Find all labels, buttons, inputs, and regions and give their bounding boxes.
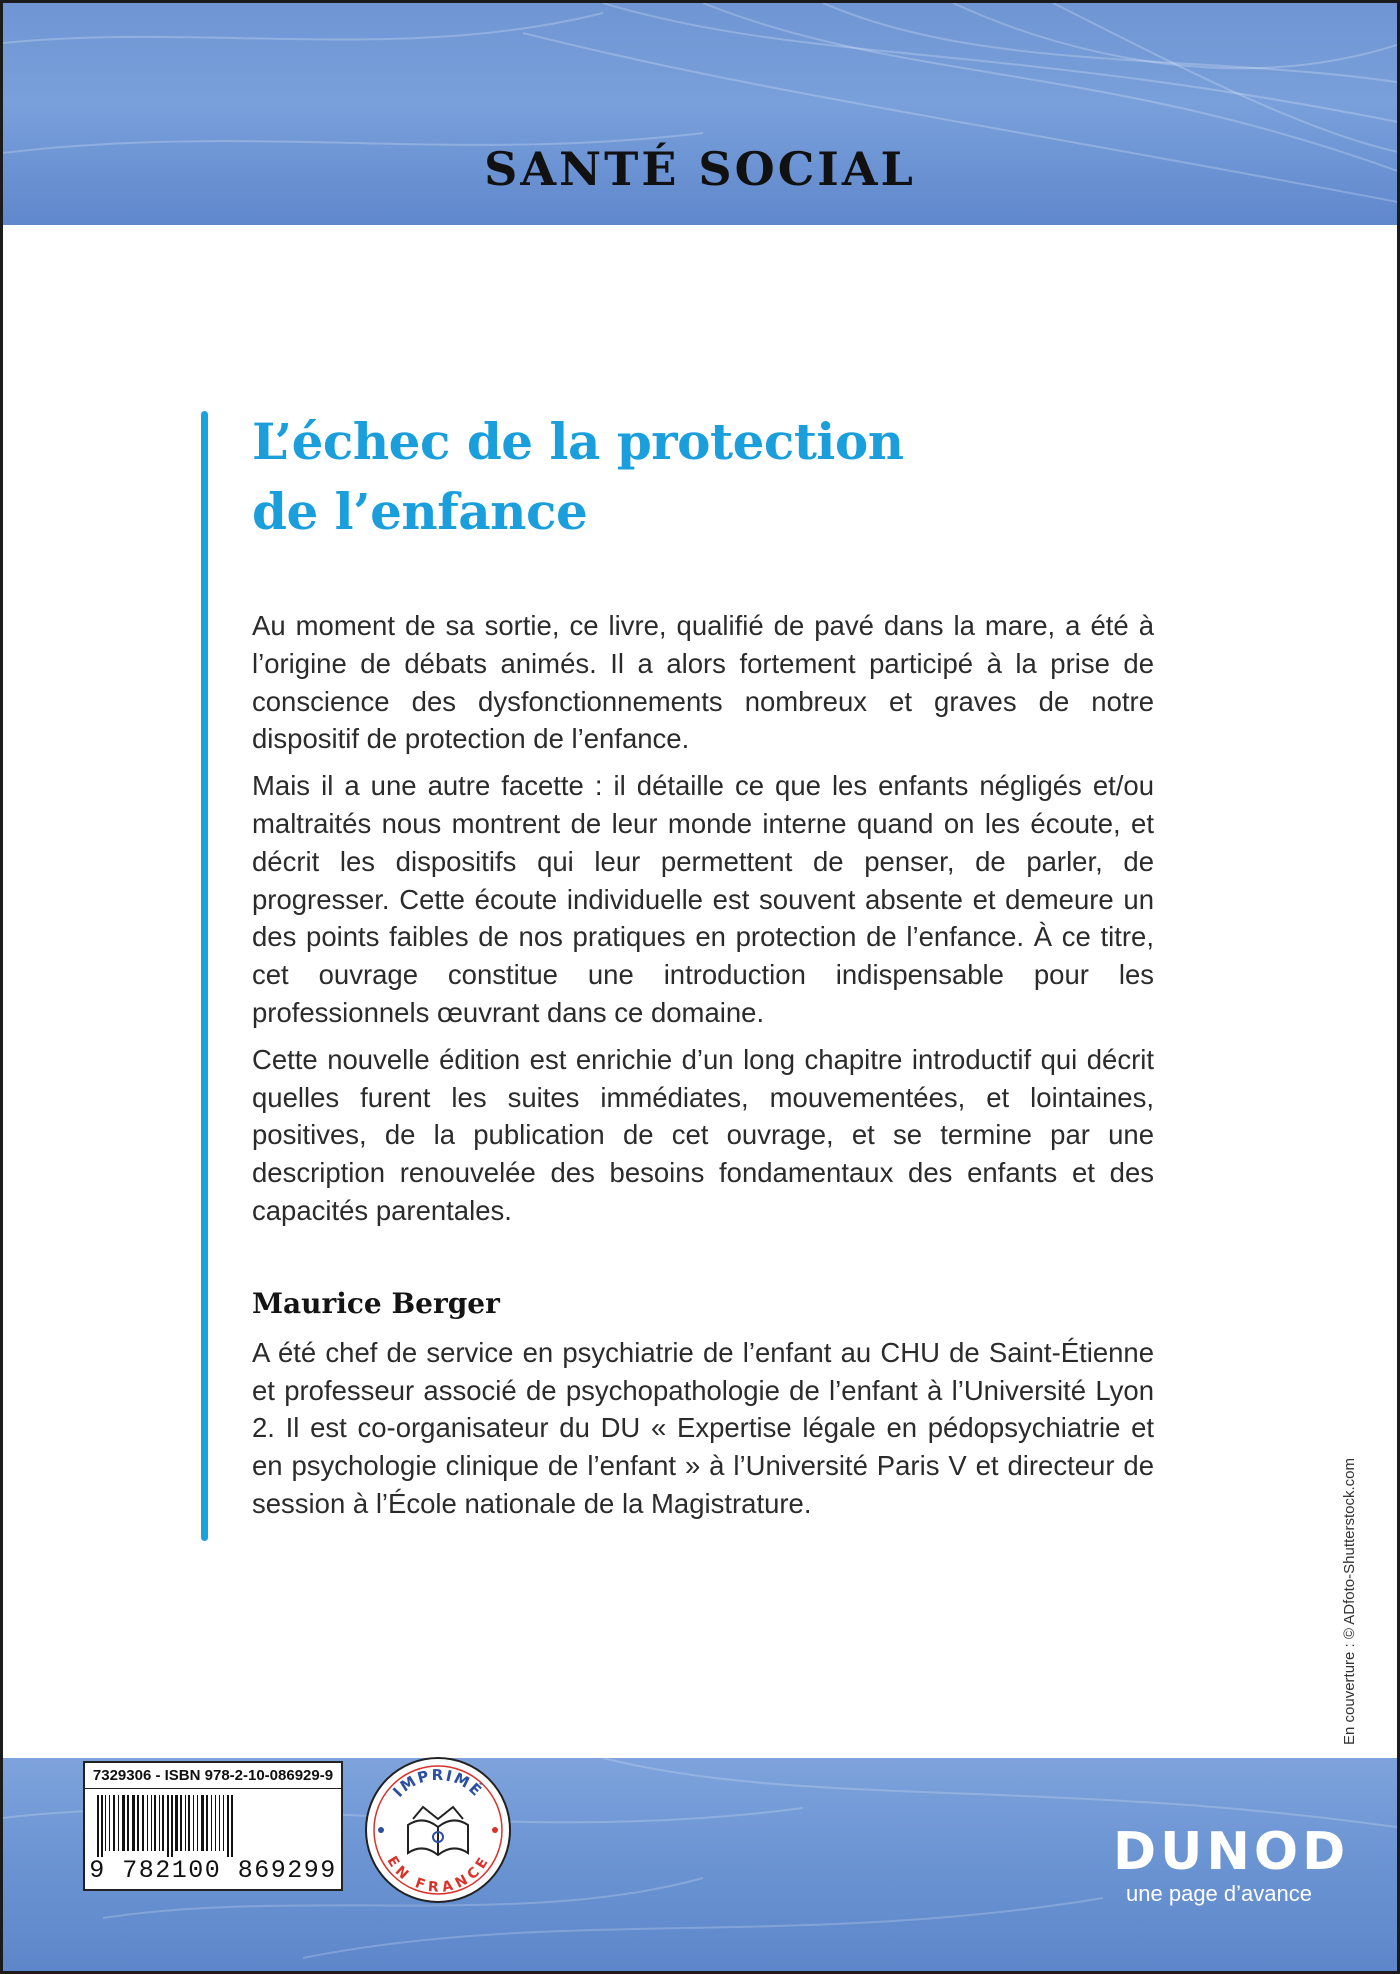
barcode-bar xyxy=(142,1795,144,1851)
barcode-bar xyxy=(206,1795,208,1851)
author-name: Maurice Berger xyxy=(252,1286,500,1320)
barcode-bar xyxy=(118,1795,119,1851)
barcode-bar xyxy=(231,1795,233,1857)
barcode-bar xyxy=(227,1795,229,1857)
cover-credit: En couverture : © ADfoto-Shutterstock.com xyxy=(1341,1457,1358,1745)
barcode-bar xyxy=(154,1795,156,1851)
barcode-bar xyxy=(101,1795,103,1857)
barcode-bar xyxy=(185,1795,186,1851)
top-banner xyxy=(3,3,1397,225)
accent-bar xyxy=(201,411,208,1541)
barcode-bar xyxy=(122,1795,125,1851)
barcode-bar xyxy=(219,1795,220,1851)
barcode-bar xyxy=(109,1795,110,1851)
imprime-en-france-seal xyxy=(363,1755,513,1905)
barcode-bar xyxy=(201,1795,204,1851)
barcode-bars xyxy=(95,1795,331,1857)
barcode-bar xyxy=(113,1795,115,1851)
publisher-logo xyxy=(1113,1822,1350,1907)
publisher-name: DUNOD xyxy=(1113,1822,1350,1882)
isbn-line: 7329306 - ISBN 978-2-10-086929-9 xyxy=(85,1767,341,1789)
barcode-bar xyxy=(215,1795,216,1851)
description-paragraph-2: Mais il a une autre facette : il détaille ce que les enfants négligés et/ou maltraités nous montrent de leur monde interne quand on les écoute, et décrit les dispositifs qui leur permettent de penser, de parler, de progresser. Cette écoute individuelle est souvent absente et demeure un des points faibles de nos pratiques en protection de l’enfance. À ce titre, cet ouvrage constitue une introduction indispensable pour les professionnels œuvrant dans ce domaine. xyxy=(252,770,1154,1028)
barcode-bar xyxy=(147,1795,148,1851)
barcode-bar xyxy=(175,1795,178,1851)
barcode-bar xyxy=(97,1795,99,1857)
dot-icon xyxy=(378,1827,384,1833)
author-bio: A été chef de service en psychiatrie de l’enfant au CHU de Saint-Étienne et professeur associé de psychopathologie de l’enfant à l’Université Lyon 2. Il est co-organisateur du DU « Expertise légale en pédopsychiatrie et en psychologie clinique de l’enfant » à l’Université Paris V et directeur de session à l’École nationale de la Magistrature. xyxy=(252,1336,1154,1519)
description-paragraph-3: Cette nouvelle édition est enrichie d’un long chapitre introductif qui décrit quelles furent les suites immédiates, mouvementées, et lointaines, positives, de la publication de cet ouvrage, et se termine par une description renouvelée des besoins fondamentaux des enfants et des capacités parentales. xyxy=(252,1043,1154,1226)
barcode-bar xyxy=(151,1795,152,1851)
barcode-bar xyxy=(171,1795,173,1857)
series-title: SANTÉ SOCIAL xyxy=(484,142,916,196)
barcode-bar xyxy=(167,1795,169,1857)
book-title-line-1: L’échec de la protection xyxy=(252,412,904,471)
barcode-digits: 9 782100 869299 xyxy=(89,1856,337,1885)
barcode-bar xyxy=(193,1795,194,1851)
book-title xyxy=(252,407,1154,547)
barcode-bar xyxy=(180,1795,182,1851)
barcode-bar xyxy=(197,1795,198,1851)
barcode-bar xyxy=(105,1795,106,1851)
seal-top-text: IMPRIMÉ xyxy=(389,1765,487,1801)
barcode-bar xyxy=(211,1795,212,1851)
barcode-bar xyxy=(223,1795,224,1851)
barcode-bar xyxy=(188,1795,190,1851)
main-text-column xyxy=(252,407,1154,1532)
dot-icon xyxy=(492,1827,498,1833)
barcode-bar xyxy=(127,1795,129,1851)
barcode-panel xyxy=(83,1761,343,1891)
book-title-line-2: de l’enfance xyxy=(252,482,588,541)
description-paragraph-1: Au moment de sa sortie, ce livre, qualifié de pavé dans la mare, a été à l’origine de débats animés. Il a alors fortement participé à la prise de conscience des dysfonctionnements nombreux et graves de notre dispositif de protection de l’enfance. xyxy=(252,610,1154,755)
barcode-bar xyxy=(159,1795,160,1851)
barcode-bar xyxy=(162,1795,164,1851)
publisher-tagline: une page d’avance xyxy=(1126,1881,1312,1906)
barcode-bar xyxy=(132,1795,135,1851)
seal-bottom-text: EN FRANCE xyxy=(383,1853,493,1896)
barcode-bar xyxy=(137,1795,139,1851)
